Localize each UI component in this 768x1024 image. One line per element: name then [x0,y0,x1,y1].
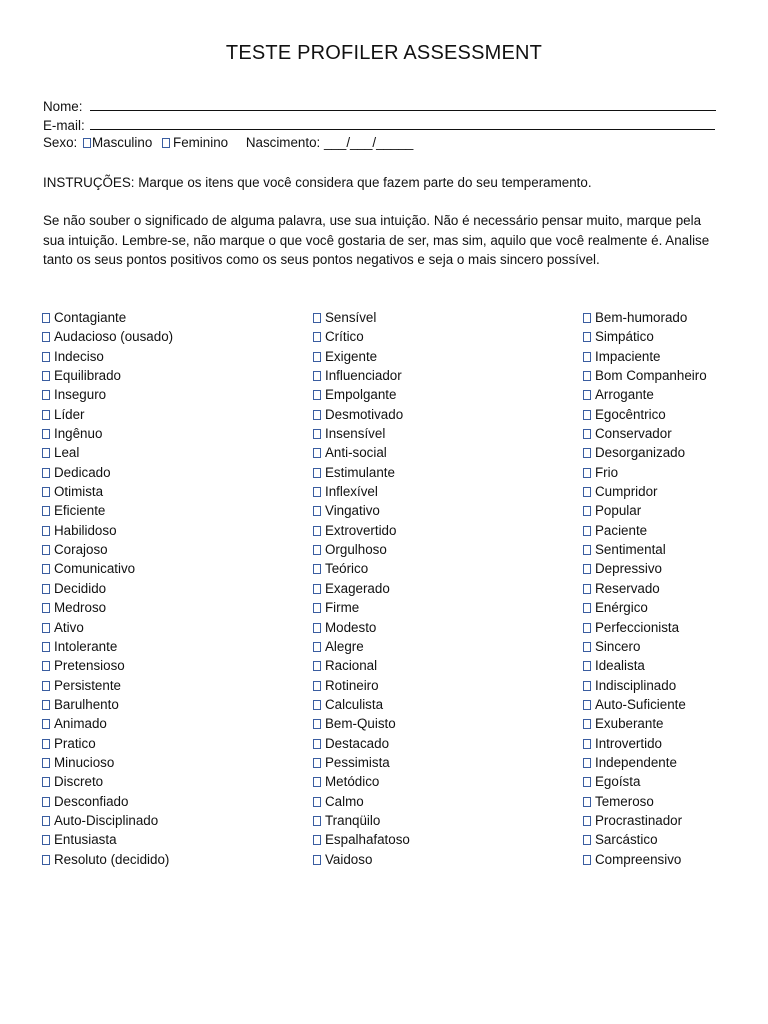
trait-checkbox[interactable] [313,835,321,845]
trait-item[interactable] [42,308,173,327]
trait-item[interactable] [583,850,707,869]
trait-checkbox[interactable] [583,739,591,749]
trait-item[interactable] [42,327,173,346]
trait-label: Firme [325,600,360,616]
trait-item[interactable] [583,753,707,772]
trait-label: Simpático [595,329,654,345]
feminino-label: Feminino [173,135,229,150]
nome-label: Nome: [43,99,83,114]
trait-label: Decidido [54,580,107,596]
trait-label: Independente [595,754,677,770]
trait-checkbox[interactable] [313,700,321,710]
trait-checkbox[interactable] [42,681,50,691]
trait-checkbox[interactable] [42,584,50,594]
trait-checkbox[interactable] [583,835,591,845]
trait-label: Dedicado [54,464,111,480]
trait-checkbox[interactable] [42,797,50,807]
trait-label: Ingênuo [54,426,103,442]
trait-label: Teórico [325,561,369,577]
trait-label: Desmotivado [325,406,404,422]
trait-label: Estimulante [325,464,395,480]
trait-label: Impaciente [595,348,661,364]
trait-label: Modesto [325,619,377,635]
trait-item[interactable] [583,463,707,482]
trait-checkbox[interactable] [583,564,591,574]
trait-checkbox[interactable] [42,777,50,787]
trait-checkbox[interactable] [313,739,321,749]
trait-item[interactable] [42,405,173,424]
trait-label: Enérgico [595,600,648,616]
trait-label: Perfeccionista [595,619,680,635]
trait-label: Animado [54,716,107,732]
trait-checkbox[interactable] [313,719,321,729]
trait-item[interactable] [583,772,707,791]
trait-checkbox[interactable] [583,429,591,439]
email-field[interactable] [90,116,715,130]
trait-checkbox[interactable] [42,371,50,381]
trait-label: Paciente [595,522,648,538]
trait-checkbox[interactable] [583,371,591,381]
trait-label: Bom Companheiro [595,368,707,384]
trait-label: Exigente [325,348,378,364]
trait-item[interactable] [583,792,707,811]
trait-item[interactable] [313,405,410,424]
trait-item[interactable] [313,327,410,346]
trait-label: Rotineiro [325,677,379,693]
trait-checkbox[interactable] [583,777,591,787]
trait-checkbox[interactable] [583,642,591,652]
trait-item[interactable] [42,424,173,443]
trait-checkbox[interactable] [313,797,321,807]
trait-label: Equilibrado [54,368,121,384]
trait-item[interactable] [583,443,707,462]
trait-label: Indisciplinado [595,677,677,693]
trait-checkbox[interactable] [583,545,591,555]
trait-checkbox[interactable] [313,332,321,342]
trait-checkbox[interactable] [583,855,591,865]
email-label: E-mail: [43,118,85,133]
trait-item[interactable] [583,811,707,830]
trait-checkbox[interactable] [42,332,50,342]
trait-label: Espalhafatoso [325,832,410,848]
trait-label: Crítico [325,329,364,345]
trait-checkbox[interactable] [313,855,321,865]
trait-checkbox[interactable] [583,526,591,536]
trait-label: Introvertido [595,735,662,751]
trait-checkbox[interactable] [42,835,50,845]
trait-label: Otimista [54,484,104,500]
nome-row [43,97,716,114]
trait-checkbox[interactable] [42,429,50,439]
trait-checkbox[interactable] [313,564,321,574]
trait-label: Destacado [325,735,390,751]
trait-item[interactable] [583,308,707,327]
trait-column-1 [42,308,173,869]
trait-checkbox[interactable] [42,352,50,362]
trait-checkbox[interactable] [42,410,50,420]
trait-label: Entusiasta [54,832,117,848]
trait-label: Barulhento [54,696,119,712]
trait-checkbox[interactable] [583,410,591,420]
trait-item[interactable] [583,424,707,443]
trait-checkbox[interactable] [42,390,50,400]
trait-item[interactable] [313,424,410,443]
trait-item[interactable] [313,714,410,733]
trait-label: Calculista [325,696,384,712]
trait-label: Desorganizado [595,445,686,461]
trait-label: Exuberante [595,716,664,732]
trait-checkbox[interactable] [313,661,321,671]
trait-checkbox[interactable] [42,448,50,458]
trait-label: Vingativo [325,503,380,519]
trait-column-3 [583,308,707,869]
trait-item[interactable] [42,714,173,733]
trait-item[interactable] [313,850,410,869]
trait-label: Comunicativo [54,561,136,577]
trait-item[interactable] [42,753,173,772]
trait-item[interactable] [313,772,410,791]
trait-checkbox[interactable] [583,448,591,458]
trait-checkbox[interactable] [583,506,591,516]
trait-checkbox[interactable] [42,506,50,516]
trait-label: Popular [595,503,642,519]
trait-item[interactable] [42,443,173,462]
trait-item[interactable] [313,463,410,482]
trait-item[interactable] [313,618,410,637]
trait-item[interactable] [313,830,410,849]
trait-checkbox[interactable] [313,313,321,323]
trait-label: Orgulhoso [325,542,387,558]
trait-checkbox[interactable] [313,352,321,362]
trait-label: Exagerado [325,580,390,596]
trait-item[interactable] [42,656,173,675]
trait-item[interactable] [42,734,173,753]
trait-item[interactable] [583,714,707,733]
trait-item[interactable] [42,637,173,656]
trait-label: Depressivo [595,561,662,577]
trait-item[interactable] [313,695,410,714]
trait-label: Medroso [54,600,107,616]
trait-item[interactable] [42,385,173,404]
trait-item[interactable] [42,695,173,714]
trait-label: Inseguro [54,387,107,403]
trait-item[interactable] [42,501,173,520]
trait-item[interactable] [42,347,173,366]
trait-checkbox[interactable] [583,719,591,729]
trait-checkbox[interactable] [583,816,591,826]
trait-checkbox[interactable] [313,777,321,787]
trait-label: Discreto [54,774,104,790]
trait-label: Alegre [325,638,364,654]
trait-checkbox[interactable] [583,352,591,362]
trait-checkbox[interactable] [42,816,50,826]
trait-label: Pessimista [325,754,390,770]
trait-checkbox[interactable] [42,661,50,671]
trait-checkbox[interactable] [313,526,321,536]
masculino-label: Masculino [91,135,153,150]
nome-field[interactable] [90,97,716,111]
trait-label: Extrovertido [325,522,397,538]
trait-item[interactable] [313,347,410,366]
trait-checkbox[interactable] [313,545,321,555]
trait-label: Auto-Disciplinado [54,812,159,828]
trait-label: Minucioso [54,754,115,770]
trait-checkbox[interactable] [42,487,50,497]
trait-item[interactable] [583,618,707,637]
trait-checkbox[interactable] [313,623,321,633]
nascimento-field[interactable]: ___/___/_____ [323,135,414,150]
trait-label: Pretensioso [54,658,125,674]
trait-checkbox[interactable] [42,526,50,536]
trait-checkbox[interactable] [42,758,50,768]
trait-checkbox[interactable] [313,429,321,439]
trait-checkbox[interactable] [583,487,591,497]
trait-label: Líder [54,406,85,422]
trait-item[interactable] [313,734,410,753]
trait-label: Reservado [595,580,660,596]
trait-item[interactable] [313,676,410,695]
trait-checkbox[interactable] [313,448,321,458]
trait-item[interactable] [313,366,410,385]
trait-label: Metódico [325,774,380,790]
trait-label: Sensível [325,310,377,325]
trait-item[interactable] [313,443,410,462]
trait-label: Conservador [595,426,672,442]
trait-checkbox[interactable] [313,371,321,381]
trait-item[interactable] [42,676,173,695]
trait-item[interactable] [583,482,707,501]
trait-label: Sincero [595,638,641,654]
trait-checkbox[interactable] [583,623,591,633]
trait-checkbox[interactable] [313,410,321,420]
trait-item[interactable] [583,734,707,753]
trait-checkbox[interactable] [313,603,321,613]
trait-item[interactable] [42,830,173,849]
trait-label: Pratico [54,735,96,751]
trait-column-2 [313,308,410,869]
trait-item[interactable] [313,598,410,617]
trait-label: Inflexível [325,484,378,500]
trait-checkbox[interactable] [42,855,50,865]
trait-item[interactable] [583,637,707,656]
trait-label: Vaidoso [325,851,373,867]
trait-checkbox[interactable] [583,758,591,768]
trait-item[interactable] [583,385,707,404]
trait-checkbox[interactable] [313,681,321,691]
trait-checkbox[interactable] [583,700,591,710]
trait-label: Sarcástico [595,832,658,848]
trait-label: Resoluto (decidido) [54,851,170,867]
trait-checkbox[interactable] [583,603,591,613]
guidance-paragraph: Se não souber o significado de alguma palavra, use sua intuição. Não é necessário pensar muito, marque pela sua intuição. Lembre-se, não marque o que você gostaria de ser, mas sim, aquilo que você realmente é. Analise tanto os seus pontos positivos como os seus pontos negativos e seja o mais sincero possível. [43,213,710,267]
trait-checkbox[interactable] [583,390,591,400]
trait-checkbox[interactable] [583,468,591,478]
trait-item[interactable] [313,385,410,404]
trait-item[interactable] [583,598,707,617]
masculino-checkbox[interactable] [83,138,91,148]
trait-label: Influenciador [325,368,402,384]
trait-label: Bem-humorado [595,310,688,325]
trait-label: Arrogante [595,387,654,403]
trait-item[interactable] [42,598,173,617]
trait-item[interactable] [313,753,410,772]
trait-label: Temeroso [595,793,654,809]
trait-item[interactable] [42,850,173,869]
trait-item[interactable] [583,559,707,578]
trait-item[interactable] [583,676,707,695]
page-title: TESTE PROFILER ASSESSMENT [225,42,543,64]
trait-item[interactable] [42,811,173,830]
trait-label: Insensível [325,426,386,442]
trait-checkbox[interactable] [42,313,50,323]
trait-label: Racional [325,658,378,674]
trait-item[interactable] [583,695,707,714]
trait-checkbox[interactable] [42,739,50,749]
trait-checkbox[interactable] [583,797,591,807]
trait-item[interactable] [583,830,707,849]
trait-item[interactable] [42,772,173,791]
trait-label: Corajoso [54,542,108,558]
trait-label: Bem-Quisto [325,716,396,732]
trait-label: Audacioso (ousado) [54,329,174,345]
trait-checkbox[interactable] [313,816,321,826]
trait-label: Compreensivo [595,851,682,867]
trait-item[interactable] [313,308,410,327]
trait-item[interactable] [313,540,410,559]
trait-item[interactable] [583,656,707,675]
trait-label: Empolgante [325,387,397,403]
trait-label: Egocêntrico [595,406,666,422]
trait-checkbox[interactable] [583,332,591,342]
trait-label: Calmo [325,793,364,809]
trait-item[interactable] [42,618,173,637]
trait-item[interactable] [313,579,410,598]
trait-label: Auto-Suficiente [595,696,686,712]
trait-checkbox[interactable] [313,487,321,497]
trait-checkbox[interactable] [313,584,321,594]
trait-item[interactable] [313,482,410,501]
trait-item[interactable] [583,366,707,385]
trait-item[interactable] [583,521,707,540]
sexo-label: Sexo: [43,135,78,150]
trait-item[interactable] [583,540,707,559]
trait-label: Anti-social [325,445,387,461]
trait-item[interactable] [313,637,410,656]
trait-item[interactable] [42,540,173,559]
trait-checkbox[interactable] [42,719,50,729]
trait-label: Idealista [595,658,645,674]
trait-checkbox[interactable] [42,623,50,633]
trait-item[interactable] [583,347,707,366]
trait-checkbox[interactable] [583,681,591,691]
trait-item[interactable] [313,501,410,520]
email-row [43,116,715,133]
trait-checkbox[interactable] [583,313,591,323]
trait-label: Eficiente [54,503,106,519]
trait-checkbox[interactable] [313,642,321,652]
trait-item[interactable] [313,792,410,811]
trait-item[interactable] [583,405,707,424]
trait-label: Cumpridor [595,484,658,500]
trait-label: Tranqüilo [325,812,381,828]
trait-checkbox[interactable] [313,506,321,516]
trait-checkbox[interactable] [313,390,321,400]
trait-item[interactable] [42,366,173,385]
trait-label: Desconfiado [54,793,129,809]
trait-item[interactable] [42,482,173,501]
trait-item[interactable] [313,559,410,578]
trait-checkbox[interactable] [313,758,321,768]
trait-item[interactable] [313,521,410,540]
feminino-checkbox[interactable] [162,138,170,148]
trait-item[interactable] [42,579,173,598]
trait-checkbox[interactable] [313,468,321,478]
sexo-row [43,135,413,150]
trait-label: Leal [54,445,80,461]
instructions: INSTRUÇÕES: Marque os itens que você considera que fazem parte do seu temperamento. [43,175,592,190]
trait-checkbox[interactable] [42,545,50,555]
trait-item[interactable] [313,811,410,830]
trait-item[interactable] [42,463,173,482]
trait-label: Intolerante [54,638,118,654]
trait-item[interactable] [583,327,707,346]
nascimento-label: Nascimento: [245,135,321,150]
trait-checkbox[interactable] [583,584,591,594]
trait-checkbox[interactable] [583,661,591,671]
trait-item[interactable] [313,656,410,675]
trait-item[interactable] [583,579,707,598]
trait-label: Habilidoso [54,522,117,538]
trait-label: Persistente [54,677,121,693]
trait-label: Sentimental [595,542,666,558]
trait-label: Procrastinador [595,812,683,828]
trait-label: Frio [595,464,619,480]
trait-item[interactable] [42,792,173,811]
trait-label: Ativo [54,619,84,635]
trait-checkbox[interactable] [42,700,50,710]
trait-checkbox[interactable] [42,603,50,613]
trait-checkbox[interactable] [42,468,50,478]
trait-item[interactable] [583,501,707,520]
trait-checkbox[interactable] [42,564,50,574]
trait-checkbox[interactable] [42,642,50,652]
trait-label: Indeciso [54,348,104,364]
trait-label: Contagiante [54,310,127,325]
trait-item[interactable] [42,559,173,578]
trait-item[interactable] [42,521,173,540]
trait-label: Egoísta [595,774,641,790]
